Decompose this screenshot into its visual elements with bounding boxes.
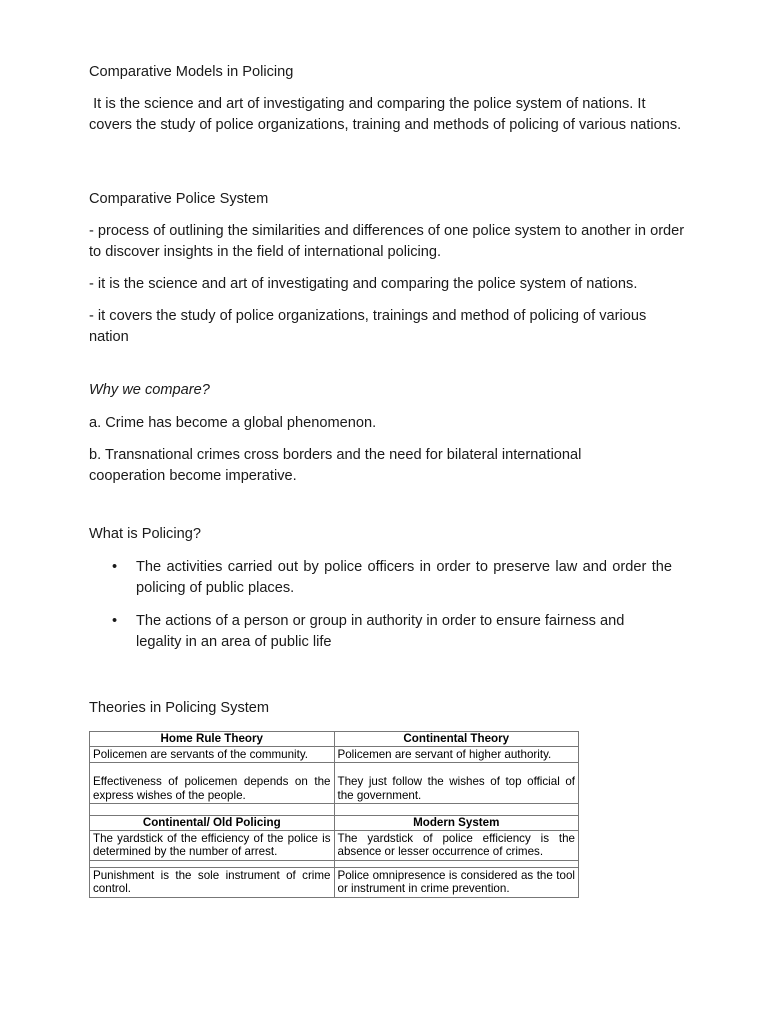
table-cell: The yardstick of police efficiency is the absence or lesser occurrence of crimes. bbox=[334, 830, 579, 860]
table-header-row bbox=[90, 816, 579, 831]
table-row bbox=[90, 830, 579, 860]
document-title: Comparative Models in Policing bbox=[89, 64, 294, 80]
bullet-text: The activities carried out by police officers in order to preserve law and order the policing of public places. bbox=[136, 559, 672, 596]
bullet-icon: • bbox=[112, 559, 118, 575]
table-spacer-cell bbox=[90, 860, 335, 867]
table-header-row bbox=[90, 732, 579, 747]
column-header-modern-system: Modern System bbox=[334, 816, 579, 831]
column-header-continental: Continental Theory bbox=[334, 732, 579, 747]
table-spacer-row bbox=[90, 804, 579, 816]
theories-table bbox=[89, 731, 579, 898]
column-header-home-rule: Home Rule Theory bbox=[90, 732, 335, 747]
table-cell: Police omnipresence is considered as the tool or instrument in crime prevention. bbox=[334, 867, 579, 897]
table-spacer-cell bbox=[90, 804, 335, 816]
list-item bbox=[112, 557, 672, 601]
reason-b: b. Transnational crimes cross borders and the need for bilateral international cooperation become imperative. bbox=[89, 447, 582, 484]
section-heading-theories: Theories in Policing System bbox=[89, 700, 270, 716]
table-row bbox=[90, 746, 579, 763]
section-heading-what-is-policing: What is Policing? bbox=[89, 526, 201, 542]
table-spacer-cell bbox=[334, 804, 579, 816]
table-cell: Policemen are servants of the community. bbox=[90, 746, 335, 763]
table-cell: Policemen are servant of higher authority. bbox=[334, 746, 579, 763]
bullet-text: The actions of a person or group in authority in order to ensure fairness and legality in an area of public life bbox=[136, 613, 625, 650]
table-cell: Punishment is the sole instrument of crime control. bbox=[90, 867, 335, 897]
reason-a: a. Crime has become a global phenomenon. bbox=[89, 415, 377, 431]
section-heading-comparative-police-system: Comparative Police System bbox=[89, 191, 269, 207]
table-cell: Effectiveness of policemen depends on the express wishes of the people. bbox=[90, 763, 335, 804]
bullet-icon: • bbox=[112, 613, 118, 629]
paragraph-covers-study: - it covers the study of police organizations, trainings and method of policing of various nation bbox=[89, 308, 647, 345]
table-row bbox=[90, 867, 579, 897]
list-item bbox=[112, 611, 672, 655]
table-cell: They just follow the wishes of top official of the government. bbox=[334, 763, 579, 804]
paragraph-science-art: - it is the science and art of investigating and comparing the police system of nations. bbox=[89, 276, 638, 292]
column-header-old-policing: Continental/ Old Policing bbox=[90, 816, 335, 831]
table-spacer-row bbox=[90, 860, 579, 867]
table-spacer-cell bbox=[334, 860, 579, 867]
section-heading-why-compare: Why we compare? bbox=[89, 382, 210, 398]
paragraph-process: - process of outlining the similarities and differences of one police system to another in order to discover insights in the field of international policing. bbox=[89, 223, 685, 260]
table-row bbox=[90, 763, 579, 804]
intro-paragraph: It is the science and art of investigating and comparing the police system of nations. It covers the study of police organizations, training and methods of policing of various nations. bbox=[89, 96, 682, 133]
table-cell: The yardstick of the efficiency of the police is determined by the number of arrest. bbox=[90, 830, 335, 860]
